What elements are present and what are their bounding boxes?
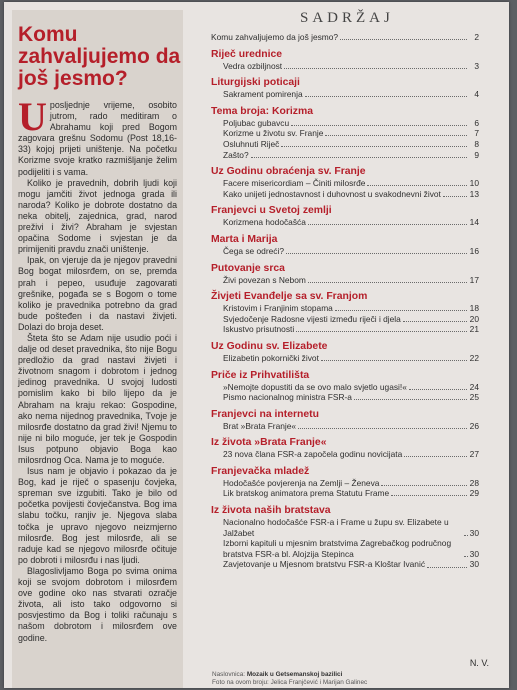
toc-entry-page: 4 [474,89,479,100]
toc-entry-page: 24 [469,381,479,392]
toc-entry-page: 30 [469,559,479,570]
toc-entry[interactable] [211,421,479,432]
toc-entry[interactable] [211,392,479,403]
toc-entry[interactable] [211,275,479,286]
toc-section-title: Franjevci na internetu [211,408,319,420]
toc-entry-page: 3 [474,60,479,71]
toc-entry-title: Poljubac gubavcu [223,117,290,128]
toc-entry-title: Osluhnuti Riječ [223,138,280,149]
credits [212,671,492,687]
toc-entry[interactable] [211,382,479,393]
toc-entry-title: Kako unijeti jednostavnost i duhovnost u svakodnevni život [223,188,441,199]
toc-entry[interactable] [211,488,479,499]
editorial-paragraph: Blagoslivljamo Boga po svima onima koji se svojom dobrotom i milosrđem ove godine oko nas stvarati ozračje života, ali isto tako odgovorno si posvjestimo da Bog i toliki računaju s našom dobrotom i milosrđem ove godine. [18,565,177,643]
dot-leader [427,567,467,568]
toc-entry-page: 10 [469,178,479,189]
dot-leader [404,456,467,457]
toc-entry-page: 13 [469,188,479,199]
toc-header: SADRŽAJ [300,10,394,26]
dot-leader [286,253,467,254]
toc-entry[interactable] [211,150,479,161]
toc-entry[interactable] [211,314,479,325]
toc-entry[interactable] [211,449,479,460]
toc-entry-title: Elizabetin pokornički život [223,352,319,363]
editorial-paragraph: Koliko je pravednih, dobrih ljudi koji mogu jamčiti život jednoga grada ili naroda? Koliko je dobrote dostatno da neka obitelj, zajednica, grad, narod preživi i živi? Abraham je svjestan opačina Sodome i svjestan je da primijeniti pravdu znači uništenje. [18,177,177,255]
toc-section-title: Putovanje srca [211,262,285,274]
toc-entry-page: 14 [469,217,479,228]
dot-leader [367,185,467,186]
dot-leader [325,135,467,136]
toc-section-title: Iz života »Brata Franje« [211,437,327,449]
drop-cap: U [18,94,47,139]
toc-section-title: Liturgijski poticaji [211,77,300,89]
toc-entry-title: Izborni kapituli u mjesnim bratstvima Zagrebačkog područnog bratstva FSR-a bl. Alojzija Stepinca [223,538,452,559]
dot-leader [296,331,467,332]
toc-entry[interactable] [211,32,479,43]
toc-entry[interactable] [211,478,479,489]
toc-entry-title: Komu zahvaljujemo da još jesmo? [211,32,339,42]
editorial-paragraph: Šteta što se Adam nije usudio poći i dalje od deset pravednika, što nije Bogu predložio da grad nastavi živjeti i životnom snagom i dobrotom i jednog jedinog pravednika. U svojoj ludosti pomislim kako bi bilo lijepo da je Abraham na kraju rekao: Gospodine, ako nema nijednog pravednika, Tvoje je milosrđe dostatno da grad živi! Njemu to nije ni bilo moguće, jer tek je Gospodin Isus potpuno objavio Boga kao milosrdnog Oca. Nama je to moguće. [18,332,177,465]
toc-entry[interactable] [211,517,479,538]
toc-entry-title: Nacionalno hodočašće FSR-a i Frame u župu sv. Elizabete u Jalžabet [223,517,449,538]
toc-entry-page: 21 [469,324,479,335]
toc-entry[interactable] [211,178,479,189]
toc-entry-page: 2 [474,32,479,42]
toc-entry-page: 18 [469,303,479,314]
dot-leader [305,96,467,97]
toc-entry[interactable] [211,246,479,257]
dot-leader [308,282,467,283]
toc-entry-title: Čega se odreći? [223,245,284,256]
toc-entry-page: 9 [474,149,479,160]
toc-section-title: Uz Godinu obraćenja sv. Franje [211,166,366,178]
toc-entry-page: 25 [469,392,479,403]
toc-section-title: Franjevačka mladež [211,465,310,477]
toc-entry-title: »Nemojte dopustiti da se ovo malo svjetlo ugasi!« [223,381,407,392]
toc-entry-title: Zavjetovanje u Mjesnom bratstvu FSR-a Kloštar Ivanić [223,559,426,570]
toc-section-title: Franjevci u Svetoj zemlji [211,205,332,217]
dot-leader [335,310,467,311]
editorial-title: Komu zahvaljujemo da još jesmo? [18,23,181,90]
toc-entry[interactable] [211,353,479,364]
toc-entry-title: 23 nova člana FSR-a započela godinu novicijata [223,449,403,460]
dot-leader [308,224,467,225]
toc-entry-title: Vedra ozbiljnost [223,60,283,71]
toc-section-title: Uz Godinu sv. Elizabete [211,340,328,352]
toc-section-title: Iz života naših bratstava [211,505,331,517]
dot-leader [321,360,467,361]
toc-entry-page: 16 [469,245,479,256]
dot-leader [464,535,468,536]
toc-entry-page: 22 [469,352,479,363]
toc-entry-title: Kristovim i Franjinim stopama [223,303,333,314]
toc-entry-title: Brat »Brata Franje« [223,420,297,431]
toc-entry-title: Pismo nacionalnog ministra FSR-a [223,392,352,403]
toc-section-title: Živjeti Evanđelje sa sv. Franjom [211,291,368,303]
toc-entry[interactable] [211,118,479,129]
toc-entry-title: Sakrament pomirenja [223,89,303,100]
toc-entry[interactable] [211,538,479,559]
dot-leader [298,428,467,429]
toc-entry-title: Facere misericordiam – Činiti milosrđe [223,178,366,189]
editorial-paragraph: Ipak, on vjeruje da je njegov pravedni Bog bogat milosrđem, on se, premda prah i pepeo, usuđuje zagovarati grešnike, pogađa se s Bogom o tome koliko je pravednika potrebno da grad bude pošteđen i da nastavi živjeti. Dolazi do broja deset. [18,255,177,332]
toc-entry-title: Zašto? [223,149,249,160]
toc-entry-page: 27 [469,449,479,460]
toc-entry[interactable] [211,139,479,150]
toc-section-title: Marta i Marija [211,233,278,245]
dot-leader [291,125,467,126]
dot-leader [403,321,467,322]
editorial-body [18,94,177,644]
toc-entry-page: 8 [474,138,479,149]
dot-leader [391,495,467,496]
editorial-signature: N. V. [469,658,489,668]
toc-entry-title: Korizme u životu sv. Franje [223,128,324,139]
toc-entry-title: Lik bratskog animatora prema Statutu Frame [223,488,390,499]
photo-credit: Foto na ovom broju: Jelica Franjčević i Marijan Galinec [212,678,368,686]
dot-leader [251,157,467,158]
editorial-paragraph: Isus nam je objavio i pokazao da je Bog, kad je riječ o spasenju čovjeka, spreman sve izgubiti. Tako je bilo od početka povijesti čovječanstva. Bog ima slabu točku, ranjiv je. Njegova slaba točka je upravo njegovo neizmjerno milosrđe. Bog jest milosrđe, ali se raduje kad se njegovo milosrđe očituje po dobroti i milosrđu i nas ljudi. [18,466,177,565]
toc-entry-title: Svjedočenje Radosne vijesti između riječi i djela [223,313,401,324]
toc-section-title: Tema broja: Korizma [211,105,314,117]
toc-entry-title: Korizmena hodočašća [223,217,306,228]
toc-entry-page: 30 [469,527,479,538]
toc-entry-title: Živi povezan s Nebom [223,274,306,285]
toc-entry-page: 26 [469,420,479,431]
dot-leader [381,485,467,486]
toc-section-title: Priče iz Prihvatilišta [211,369,310,381]
toc-entry[interactable] [211,217,479,228]
dot-leader [409,389,467,390]
toc-entry[interactable] [211,128,479,139]
toc-entry[interactable] [211,189,479,200]
dot-leader [464,556,468,557]
dot-leader [281,146,467,147]
table-of-contents [211,32,479,570]
toc-entry-page: 6 [474,117,479,128]
toc-entry[interactable] [211,559,479,570]
toc-entry-page: 29 [469,488,479,499]
toc-entry[interactable] [211,61,479,72]
toc-entry-page: 20 [469,313,479,324]
toc-entry[interactable] [211,89,479,100]
dot-leader [340,39,467,40]
toc-entry-title: Iskustvo prisutnosti [223,324,295,335]
toc-section-title: Riječ urednice [211,48,283,60]
toc-entry[interactable] [211,324,479,335]
dot-leader [284,68,467,69]
toc-entry[interactable] [211,303,479,314]
editorial-paragraph: Uposljednje vrijeme, osobito jutrom, rado meditiram o Abrahamu koji pred Bogom zagovara grešnu Sodomu (Post 18,16-33) kojoj prijeti uništenje. Na početku Korizme svoje kratko razmišljanje želim podijeliti i s vama. [18,94,177,177]
toc-entry-page: 17 [469,274,479,285]
toc-entry-page: 28 [469,477,479,488]
cover-credit: Naslovnica: Mozaik u Getsemanskoj bazilici [212,671,343,678]
toc-entry-title: Hodočašće povjerenja na Zemlji – Ženeva [223,477,380,488]
magazine-page [4,2,509,688]
dot-leader [443,196,467,197]
dot-leader [354,399,467,400]
toc-entry-page: 7 [474,128,479,139]
toc-entry-page: 30 [469,548,479,559]
